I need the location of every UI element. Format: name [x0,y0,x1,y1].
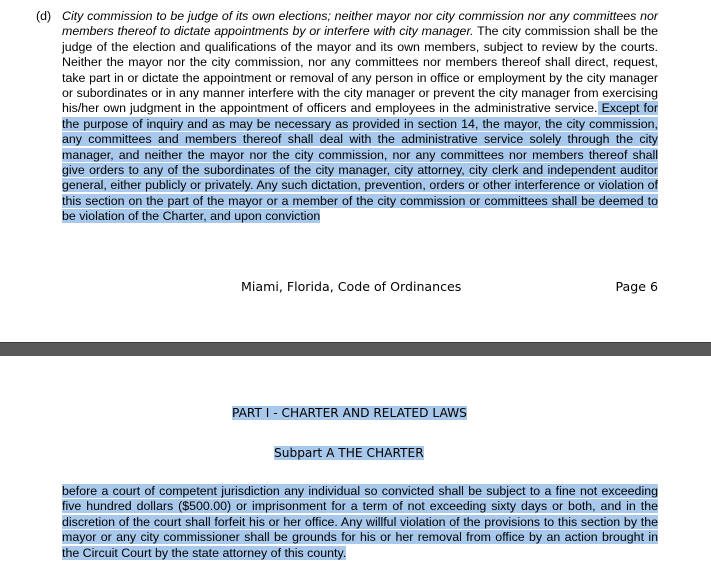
section-label: (d) [36,9,52,23]
part-heading[interactable]: PART I - CHARTER AND RELATED LAWS [232,406,467,420]
section-d-paragraph[interactable] [62,9,658,225]
footer-page-number: Page 6 [615,279,658,294]
continued-paragraph[interactable] [62,484,658,561]
selected-text-highlight-continued[interactable]: before a court of competent jurisdiction any individual so convicted shall be subject to a fine not exceeding five hundred dollars ($500.00) or imprisonment for a term of not exceeding sixty days or both, and in the discretion of the court shall forfeit his or her office. Any willful violation of the provisions to this section by the mayor or any city commissioner shall be grounds for his or her removal from office by an action brought in the Circuit Court by the state attorney of this county. [62,484,658,560]
section-d-body: The city commission shall be the judge of the election and qualifications of the mayor and its own members, subject to review by the courts. Neither the mayor nor the city commission, nor any committees nor members thereof shall direct, request, take part in or dictate the appointment or removal of any person in office or employment by the city manager or subordinates or in any manner interfere with the city manager or prevent the city manager from exercising his/her own judgment in the appointment of officers and employees in the administrative service. [62,24,659,116]
subpart-heading[interactable]: Subpart A THE CHARTER [274,446,424,460]
section-d-title: City commission to be judge of its own elections; neither mayor nor city commission nor any committees nor members thereof to dictate appointments by or interfere with city manager. [62,9,658,39]
document-page-7 [0,356,711,567]
page-separator [0,342,711,356]
selected-text-highlight[interactable]: Except for the purpose of inquiry and as may be necessary as provided in section 14, the mayor, the city commission, any committees and members thereof shall deal with the administrative service solely through the city manager, and neither the mayor nor the city commission, nor any committees nor members thereof shall give orders to any of the subordinates of the city manager, city attorney, city clerk and independent auditor general, either publicly or privately. Any such dictation, prevention, orders or other interference or violation of this section on the part of the mayor or a member of the city commission or committees shall be deemed to be violation of the Charter, and upon conviction [62,101,658,224]
footer-code-title: Miami, Florida, Code of Ordinances [241,279,462,294]
